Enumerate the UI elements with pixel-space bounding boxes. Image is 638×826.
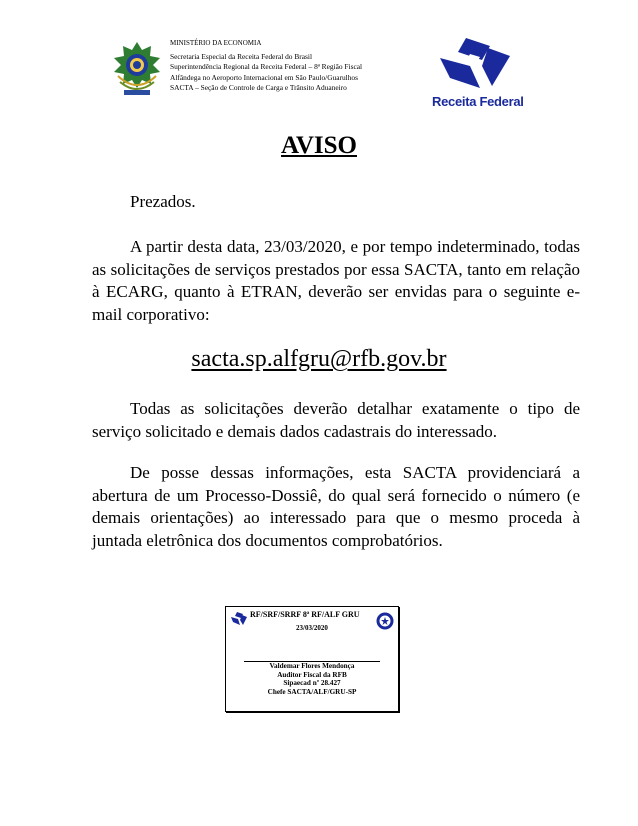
signature-stamp <box>225 606 399 712</box>
paragraph-3: De posse dessas informações, esta SACTA providenciará a abertura de um Processo-Dossiê, do qual será fornecido o número (e demais orientações) ao interessado para que o mesmo proceda à juntada eletrônica dos documentos comprobatórios. <box>92 463 580 550</box>
brazil-coat-of-arms-icon <box>106 38 168 100</box>
paragraph-2: Todas as solicitações deverão detalhar exatamente o tipo de serviço solicitado e demais dados cadastrais do interessado. <box>92 399 580 441</box>
signer-block <box>226 662 398 696</box>
stamp-date: 23/03/2020 <box>296 624 328 632</box>
signer-role: Auditor Fiscal da RFB <box>277 670 347 679</box>
header-line: Superintendência Regional da Receita Federal – 8ª Região Fiscal <box>170 62 363 71</box>
page-title: AVISO <box>281 132 357 159</box>
header-line: Secretaria Especial da Receita Federal do Brasil <box>170 51 312 61</box>
header-line: SACTA – Seção de Controle de Carga e Trânsito Aduaneiro <box>170 83 347 92</box>
ministry-name: MINISTÉRIO DA ECONOMIA <box>170 39 262 47</box>
header-line: Alfândega no Aeroporto Internacional em São Paulo/Guarulhos <box>170 72 358 82</box>
signer-siape: Sipaecad nº 28.427 <box>283 679 341 688</box>
greeting: Prezados. <box>130 192 196 211</box>
receita-federal-label: Receita Federal <box>432 94 524 109</box>
header-institution-block <box>170 38 362 94</box>
stamp-unit: RF/SRF/SRRF 8ª RF/ALF GRU <box>250 610 360 619</box>
signer-chief: Chefe SACTA/ALF/GRU-SP <box>267 687 357 696</box>
contact-email-link[interactable]: sacta.sp.alfgru@rfb.gov.br <box>191 346 447 372</box>
paragraph-1: A partir desta data, 23/03/2020, e por tempo indeterminado, todas as solicitações de serviços prestados por essa SACTA, tanto em relação à ECARG, quanto à ETRAN, deverão ser envidas para o seguinte e-mail corporativo: <box>92 237 580 324</box>
signer-name: Valdemar Flores Mendonça <box>269 662 355 670</box>
